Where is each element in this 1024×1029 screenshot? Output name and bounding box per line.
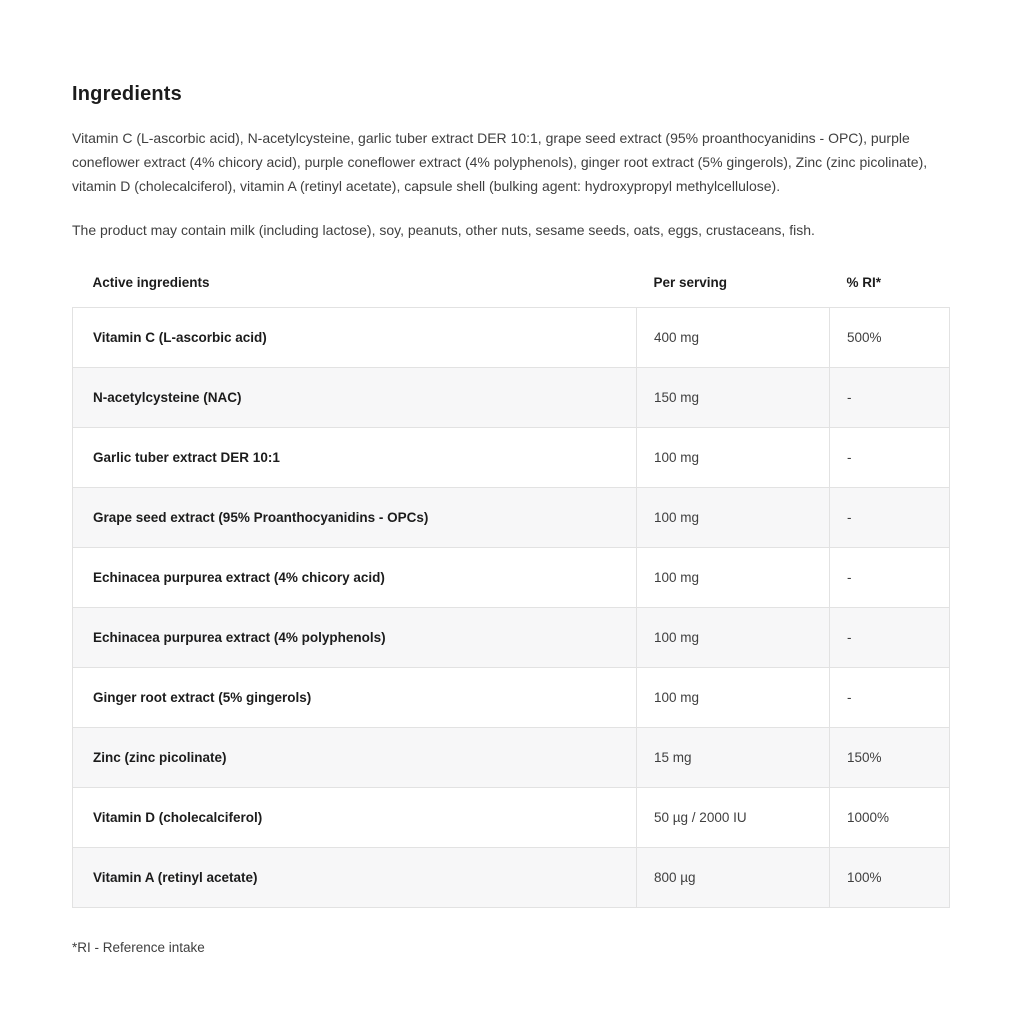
ri-cell: - xyxy=(830,368,950,428)
per-serving-cell: 400 mg xyxy=(637,308,830,368)
table-row xyxy=(73,368,950,428)
ri-cell: - xyxy=(830,428,950,488)
ri-cell: - xyxy=(830,548,950,608)
ri-cell: 100% xyxy=(830,848,950,908)
per-serving-cell: 100 mg xyxy=(637,488,830,548)
per-serving-cell: 15 mg xyxy=(637,728,830,788)
table-row xyxy=(73,548,950,608)
ri-cell: 150% xyxy=(830,728,950,788)
ri-cell: - xyxy=(830,668,950,728)
header-ri: % RI* xyxy=(830,258,950,308)
header-per-serving: Per serving xyxy=(637,258,830,308)
table-row xyxy=(73,728,950,788)
table-header xyxy=(73,258,950,308)
ingredient-name-cell: Vitamin D (cholecalciferol) xyxy=(73,788,637,848)
ingredients-description: Vitamin C (L-ascorbic acid), N-acetylcysteine, garlic tuber extract DER 10:1, grape seed extract (95% proanthocyanidins - OPC), purple coneflower extract (4% chicory acid), purple coneflower extract (4% polyphenols), ginger root extract (5% gingerols), Zinc (zinc picolinate), vitamin D (cholecalciferol), vitamin A (retinyl acetate), capsule shell (bulking agent: hydroxypropyl methylcellulose). xyxy=(72,130,928,194)
reference-intake-footnote: *RI - Reference intake xyxy=(72,940,205,955)
per-serving-cell: 100 mg xyxy=(637,608,830,668)
page-title: Ingredients xyxy=(72,83,182,105)
table-row xyxy=(73,668,950,728)
ingredient-name-cell: Ginger root extract (5% gingerols) xyxy=(73,668,637,728)
table-header-row xyxy=(73,258,950,308)
ingredient-name-cell: Zinc (zinc picolinate) xyxy=(73,728,637,788)
ri-cell: - xyxy=(830,608,950,668)
per-serving-cell: 100 mg xyxy=(637,548,830,608)
table-row xyxy=(73,488,950,548)
header-active-ingredients: Active ingredients xyxy=(73,258,637,308)
ingredient-name-cell: Echinacea purpurea extract (4% chicory acid) xyxy=(73,548,637,608)
ingredient-name-cell: Vitamin C (L-ascorbic acid) xyxy=(73,308,637,368)
table-row xyxy=(73,848,950,908)
per-serving-cell: 50 µg / 2000 IU xyxy=(637,788,830,848)
table-row xyxy=(73,788,950,848)
table-row xyxy=(73,308,950,368)
ingredient-name-cell: N-acetylcysteine (NAC) xyxy=(73,368,637,428)
ingredient-name-cell: Grape seed extract (95% Proanthocyanidins - OPCs) xyxy=(73,488,637,548)
per-serving-cell: 150 mg xyxy=(637,368,830,428)
allergen-note: The product may contain milk (including lactose), soy, peanuts, other nuts, sesame seeds, oats, eggs, crustaceans, fish. xyxy=(72,222,815,238)
ri-cell: - xyxy=(830,488,950,548)
ri-cell: 500% xyxy=(830,308,950,368)
active-ingredients-table xyxy=(72,258,950,908)
table-row xyxy=(73,608,950,668)
ingredient-name-cell: Garlic tuber extract DER 10:1 xyxy=(73,428,637,488)
per-serving-cell: 800 µg xyxy=(637,848,830,908)
per-serving-cell: 100 mg xyxy=(637,428,830,488)
ri-cell: 1000% xyxy=(830,788,950,848)
per-serving-cell: 100 mg xyxy=(637,668,830,728)
ingredients-section xyxy=(72,0,949,955)
ingredient-name-cell: Echinacea purpurea extract (4% polyphenols) xyxy=(73,608,637,668)
table-row xyxy=(73,428,950,488)
table-body xyxy=(73,308,950,908)
ingredient-name-cell: Vitamin A (retinyl acetate) xyxy=(73,848,637,908)
